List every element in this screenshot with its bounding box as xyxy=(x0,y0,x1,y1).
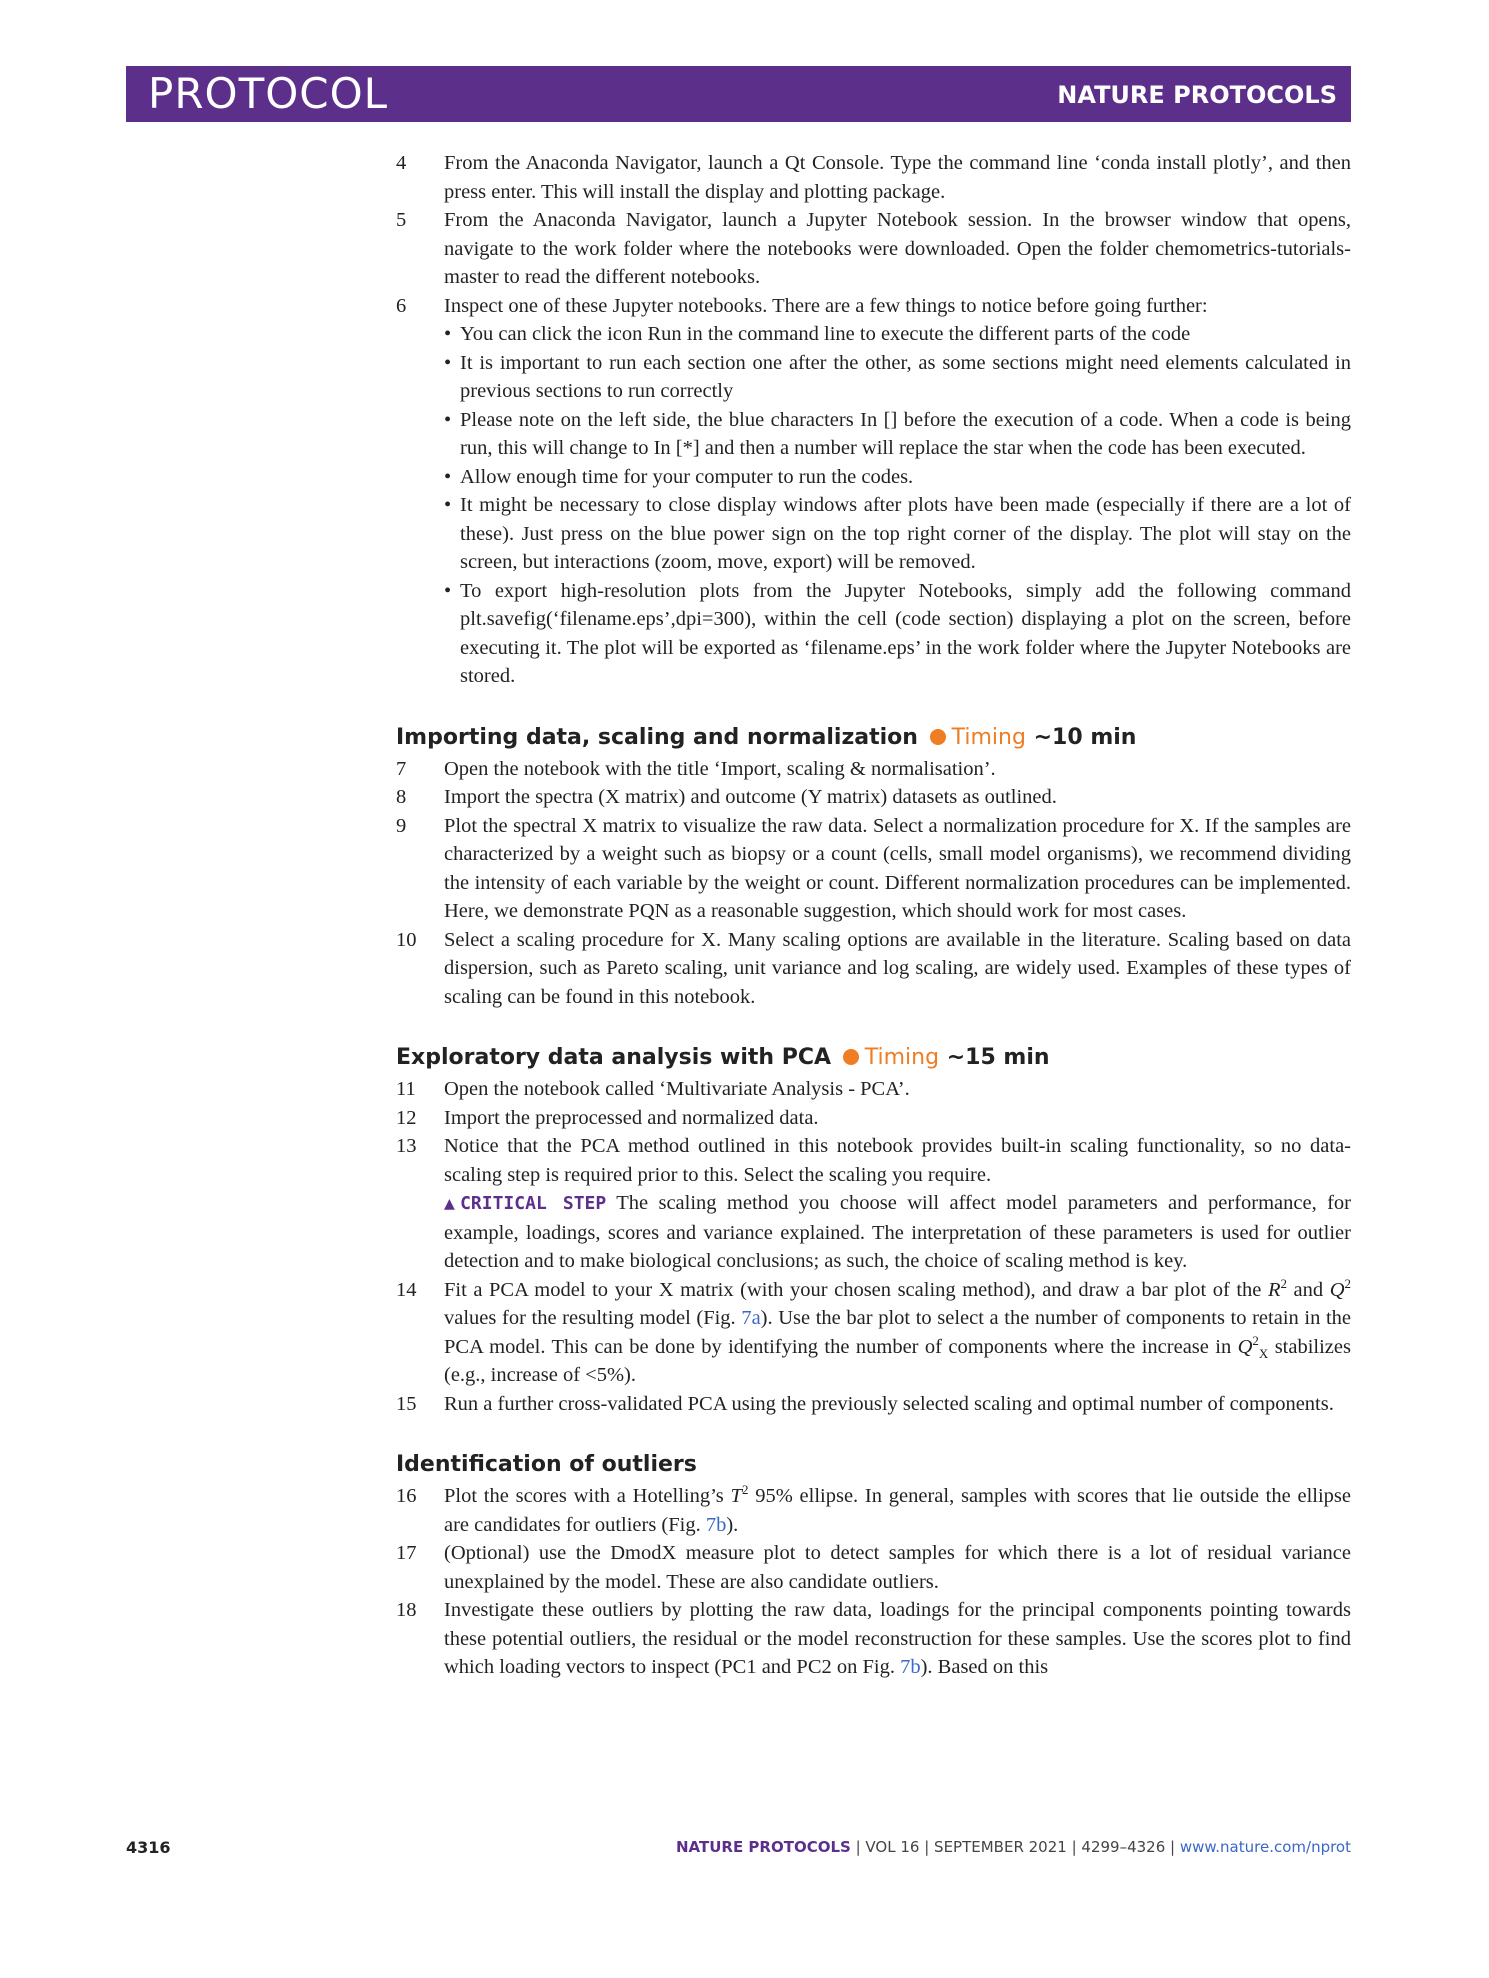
header-banner xyxy=(126,66,1351,122)
step-text: ). Based on this xyxy=(920,1656,1049,1678)
footer-date: SEPTEMBER 2021 xyxy=(934,1838,1067,1856)
step-text: Investigate these outliers by plotting the raw data, loadings for the principal components pointing towards these potential outliers, the residual or the model reconstruction for these samples. Use the scores plot to find which loading vectors to inspect (PC1 and PC2 on Fig. xyxy=(444,1599,1351,1678)
step-text: (Optional) use the DmodX measure plot to detect samples for which there is a lot of residual variance unexplained by the model. These are also candidate outliers. xyxy=(444,1542,1351,1593)
article-body xyxy=(396,149,1351,1682)
step-number: 18 xyxy=(396,1599,417,1621)
bullet-icon: • xyxy=(444,579,452,602)
section-title: Exploratory data analysis with PCA xyxy=(396,1045,832,1070)
timing-icon xyxy=(843,1049,859,1065)
footer-separator: | xyxy=(919,1838,935,1856)
timing-label: Timing xyxy=(951,724,1026,750)
step-text: Plot the spectral X matrix to visualize the raw data. Select a normalization procedure for X. If the samples are characterized by a weight such as biopsy or a count (cells, small model organisms), we recommend dividing the intensity of each variable by the weight or count. Different normalization procedures can be implemented. Here, we demonstrate PQN as a reasonable suggestion, which should work for most cases. xyxy=(444,814,1351,922)
bullet-text: Allow enough time for your computer to run the codes. xyxy=(460,465,914,488)
critical-step-label: ▲CRITICAL STEP xyxy=(444,1193,607,1214)
step-number: 4 xyxy=(396,152,407,174)
step-text: Notice that the PCA method outlined in this notebook provides built-in scaling functionality, so no data-scaling step is required prior to this. Select the scaling you require. xyxy=(444,1135,1351,1186)
step-text: Fit a PCA model to your X matrix (with your chosen scaling method), and draw a bar plot of the xyxy=(444,1278,1268,1301)
step-14 xyxy=(396,1276,1351,1390)
step-4 xyxy=(396,149,1351,206)
timing-value: ~15 min xyxy=(946,1045,1050,1070)
step-text: Plot the scores with a Hotelling’s xyxy=(444,1485,731,1507)
step-9 xyxy=(396,812,1351,926)
bullet-icon: • xyxy=(444,465,452,488)
bullet-item xyxy=(444,320,1351,349)
section-title: Identification of outliers xyxy=(396,1452,697,1477)
superscript: 2 xyxy=(1280,1275,1287,1291)
step-number: 15 xyxy=(396,1392,417,1415)
figure-link-7a[interactable]: 7a xyxy=(741,1307,761,1329)
step-11 xyxy=(396,1075,1351,1104)
step-12 xyxy=(396,1104,1351,1133)
step-text: Open the notebook with the title ‘Import, scaling & normalisation’. xyxy=(444,757,996,780)
subscript: X xyxy=(1258,1345,1269,1361)
step-text: ). Use the bar plot to select a the number of components to retain in the PCA model. This can be done by identifying the number of components where the increase in xyxy=(444,1307,1351,1358)
bullet-text: To export high-resolution plots from the Jupyter Notebooks, simply add the following command plt.savefig(‘filename.eps’,dpi=300), within the cell (code section) displaying a plot on the screen, before executing it. The plot will be exported as ‘filename.eps’ in the work folder where the Jupyter Notebooks are stored. xyxy=(460,579,1351,687)
bullet-icon: • xyxy=(444,323,452,345)
step-text: From the Anaconda Navigator, launch a Qt Console. Type the command line ‘conda install plotly’, and then press enter. This will install the display and plotting package. xyxy=(444,152,1351,203)
step-number: 13 xyxy=(396,1135,417,1157)
bullet-item xyxy=(444,577,1351,691)
step-8 xyxy=(396,783,1351,812)
step-13 xyxy=(396,1132,1351,1276)
step-text: Open the notebook called ‘Multivariate Analysis - PCA’. xyxy=(444,1078,910,1100)
step-10 xyxy=(396,926,1351,1012)
step-text: Select a scaling procedure for X. Many scaling options are available in the literature. Scaling based on data dispersion, such as Pareto scaling, unit variance and log scaling, are widely used. Examples of these types of scaling can be found in this notebook. xyxy=(444,928,1351,1008)
section-heading-pca xyxy=(396,1043,1351,1073)
step-number: 12 xyxy=(396,1106,417,1129)
bullet-icon: • xyxy=(444,408,452,431)
bullet-item xyxy=(444,349,1351,406)
footer-pages: 4299–4326 xyxy=(1081,1838,1166,1856)
footer-separator: | xyxy=(1165,1838,1180,1856)
step-text: and xyxy=(1286,1278,1330,1301)
superscript: 2 xyxy=(1344,1275,1351,1291)
footer-citation xyxy=(676,1838,1351,1856)
step-16 xyxy=(396,1482,1351,1539)
step-number: 9 xyxy=(396,814,407,837)
step-text: stabilizes (e.g., increase of <5%). xyxy=(444,1335,1351,1386)
step-text: Run a further cross-validated PCA using the previously selected scaling and optimal number of components. xyxy=(444,1392,1334,1415)
footer-url-link[interactable]: www.nature.com/nprot xyxy=(1179,1838,1351,1856)
bullet-icon: • xyxy=(444,351,452,374)
section-heading-importing xyxy=(396,723,1351,753)
footer-separator: | xyxy=(1066,1838,1082,1856)
timing-value: ~10 min xyxy=(1033,724,1137,750)
step-18 xyxy=(396,1596,1351,1682)
t-symbol: T xyxy=(730,1485,742,1507)
bullet-item xyxy=(444,491,1351,577)
bullet-item xyxy=(444,463,1351,492)
bullet-text: It is important to run each section one after the other, as some sections might need elements calculated in previous sections to run correctly xyxy=(460,351,1351,402)
timing-label: Timing xyxy=(864,1045,940,1070)
step-number: 16 xyxy=(396,1485,417,1507)
superscript: 2 xyxy=(741,1482,749,1498)
step-number: 5 xyxy=(396,209,407,231)
step-number: 11 xyxy=(396,1078,416,1100)
step-text: 95% ellipse. In general, samples with scores that lie outside the ellipse are candidates for outliers (Fig. xyxy=(444,1485,1351,1536)
journal-name-label: NATURE PROTOCOLS xyxy=(1057,81,1337,109)
step-5 xyxy=(396,206,1351,292)
bullet-text: Please note on the left side, the blue characters In [] before the execution of a code. When a code is being run, this will change to In [*] and then a number will replace the star when the code has been executed. xyxy=(460,408,1351,459)
figure-link-7b[interactable]: 7b xyxy=(705,1513,727,1536)
step-text: ). xyxy=(726,1513,739,1536)
section-title: Importing data, scaling and normalization xyxy=(396,724,918,750)
step-7 xyxy=(396,755,1351,784)
step-number: 10 xyxy=(396,928,417,951)
step-text: From the Anaconda Navigator, launch a Jupyter Notebook session. In the browser window that opens, navigate to the work folder where the notebooks were downloaded. Open the folder chemometrics-tutorials-master to read the different notebooks. xyxy=(444,209,1351,288)
step-number: 14 xyxy=(396,1278,417,1301)
step-number: 17 xyxy=(396,1542,417,1564)
step-6 xyxy=(396,292,1351,321)
section-type-label: PROTOCOL xyxy=(148,69,389,118)
step-text: Import the preprocessed and normalized data. xyxy=(444,1106,819,1129)
step-text: values for the resulting model (Fig. xyxy=(444,1307,742,1329)
step-text: Inspect one of these Jupyter notebooks. There are a few things to notice before going further: xyxy=(444,294,1208,317)
timing-icon xyxy=(930,729,946,745)
bullet-text: You can click the icon Run in the command line to execute the different parts of the code xyxy=(460,323,1191,345)
bullet-item xyxy=(444,406,1351,463)
section-heading-outliers xyxy=(396,1450,1351,1480)
bullet-icon: • xyxy=(444,494,452,516)
critical-step-text: The scaling method you choose will affect model parameters and performance, for example, loadings, scores and variance explained. The interpretation of these parameters is used for outlier detection and to make biological conclusions; as such, the choice of scaling method is key. xyxy=(444,1192,1351,1272)
bullet-text: It might be necessary to close display windows after plots have been made (especially if there are a lot of these). Just press on the blue power sign on the top right corner of the display. The plot will stay on the screen, but interactions (zoom, move, export) will be removed. xyxy=(460,494,1351,573)
step-number: 6 xyxy=(396,294,407,317)
step-17 xyxy=(396,1539,1351,1596)
step-15 xyxy=(396,1390,1351,1419)
page-number: 4316 xyxy=(126,1838,171,1857)
step-text: Import the spectra (X matrix) and outcome (Y matrix) datasets as outlined. xyxy=(444,786,1057,808)
figure-link-7b[interactable]: 7b xyxy=(900,1656,921,1678)
step-number: 7 xyxy=(396,757,407,780)
footer-volume: VOL 16 xyxy=(865,1838,920,1856)
footer-separator: | xyxy=(850,1838,866,1856)
footer-journal: NATURE PROTOCOLS xyxy=(675,1838,851,1856)
step-number: 8 xyxy=(396,786,407,808)
q-symbol: Q xyxy=(1329,1278,1345,1301)
q-symbol: Q xyxy=(1237,1335,1253,1358)
superscript: 2 xyxy=(1252,1332,1259,1348)
r-symbol: R xyxy=(1267,1278,1281,1301)
